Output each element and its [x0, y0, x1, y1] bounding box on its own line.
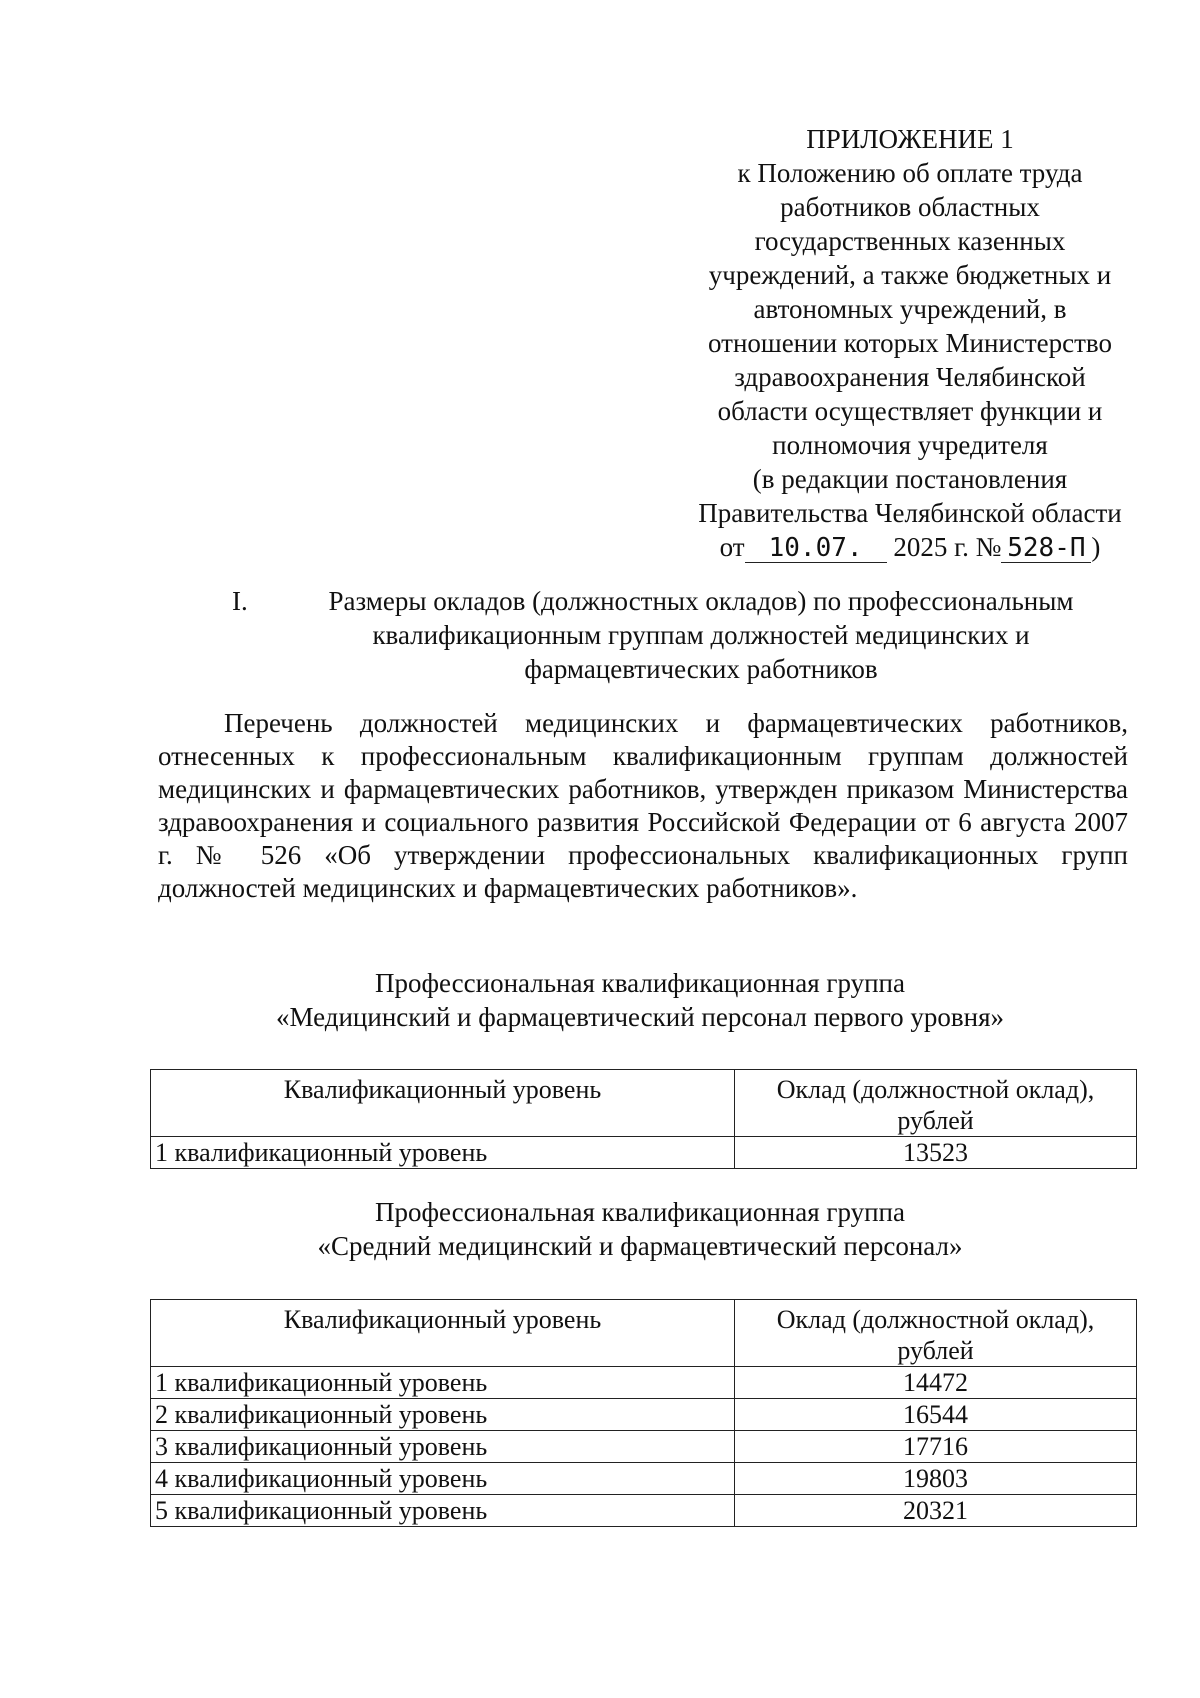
salary-cell: 14472: [735, 1367, 1137, 1399]
appendix-line: учреждений, а также бюджетных и: [708, 260, 1112, 290]
table-header-row: [151, 1300, 1137, 1367]
appendix-line: области осуществляет функции и: [717, 396, 1103, 426]
appendix-line: отношении которых Министерство: [708, 328, 1112, 358]
level-cell: 1 квалификационный уровень: [151, 1137, 735, 1169]
group-title: [150, 966, 1130, 1034]
column-header-level: Квалификационный уровень: [151, 1300, 735, 1367]
date-prefix: от: [719, 532, 745, 562]
table-row: [151, 1399, 1137, 1431]
appendix-line: (в редакции постановления: [752, 464, 1068, 494]
year-text: 2025 г. №: [893, 532, 1002, 562]
table-row: [151, 1137, 1137, 1169]
table-row: [151, 1495, 1137, 1527]
salary-cell: 20321: [735, 1495, 1137, 1527]
section-number: I.: [232, 586, 248, 616]
appendix-line: Правительства Челябинской области: [698, 498, 1122, 528]
group-title: [150, 1195, 1130, 1263]
table-header-row: [151, 1070, 1137, 1137]
appendix-line: работников областных: [780, 192, 1040, 222]
level-cell: 3 квалификационный уровень: [151, 1431, 735, 1463]
column-header-salary: Оклад (должностной оклад), рублей: [735, 1300, 1137, 1367]
section-title-line: фармацевтических работников: [524, 654, 878, 684]
level-cell: 1 квалификационный уровень: [151, 1367, 735, 1399]
appendix-line: к Положению об оплате труда: [737, 158, 1083, 188]
appendix-line: полномочия учредителя: [772, 430, 1048, 460]
group-title-line: Профессиональная квалификационная группа: [375, 968, 905, 998]
column-header-level: Квалификационный уровень: [151, 1070, 735, 1137]
table-row: [151, 1431, 1137, 1463]
section-title-line: квалификационным группам должностей медицинских и: [372, 620, 1030, 650]
level-cell: 4 квалификационный уровень: [151, 1463, 735, 1495]
salary-cell: 17716: [735, 1431, 1137, 1463]
appendix-line: автономных учреждений, в: [753, 294, 1067, 324]
salary-cell: 19803: [735, 1463, 1137, 1495]
resolution-date-line: [660, 530, 1160, 564]
resolution-number-field: 528-П: [1001, 534, 1091, 563]
appendix-header: [660, 122, 1160, 564]
group-title-name: «Медицинский и фармацевтический персонал первого уровня»: [275, 1002, 1005, 1032]
group-title-line: Профессиональная квалификационная группа: [375, 1197, 905, 1227]
salary-cell: 16544: [735, 1399, 1137, 1431]
appendix-title: ПРИЛОЖЕНИЕ 1: [806, 124, 1014, 154]
salary-table: [150, 1069, 1137, 1169]
column-header-salary: Оклад (должностной оклад), рублей: [735, 1070, 1137, 1137]
section-title-line: Размеры окладов (должностных окладов) по профессиональным: [328, 586, 1074, 616]
table-row: [151, 1367, 1137, 1399]
level-cell: 2 квалификационный уровень: [151, 1399, 735, 1431]
section-title: [316, 584, 1086, 686]
appendix-line: государственных казенных: [754, 226, 1066, 256]
table-row: [151, 1463, 1137, 1495]
intro-paragraph: Перечень должностей медицинских и фармацевтических работников, отнесенных к профессиональным квалификационным группам должностей медицинских и фармацевтических работников, утвержден приказом Министерства здравоохранения и социального развития Российской Федерации от 6 августа 2007 г. № 526 «Об утверждении профессиональных квалификационных групп должностей медицинских и фармацевтических работников».: [158, 708, 1128, 903]
appendix-line: здравоохранения Челябинской: [734, 362, 1086, 392]
group-title-name: «Средний медицинский и фармацевтический персонал»: [317, 1231, 963, 1261]
resolution-date-field: 10.07.: [745, 534, 887, 563]
level-cell: 5 квалификационный уровень: [151, 1495, 735, 1527]
salary-cell: 13523: [735, 1137, 1137, 1169]
closing-paren: ): [1091, 532, 1101, 562]
salary-table: [150, 1299, 1137, 1527]
